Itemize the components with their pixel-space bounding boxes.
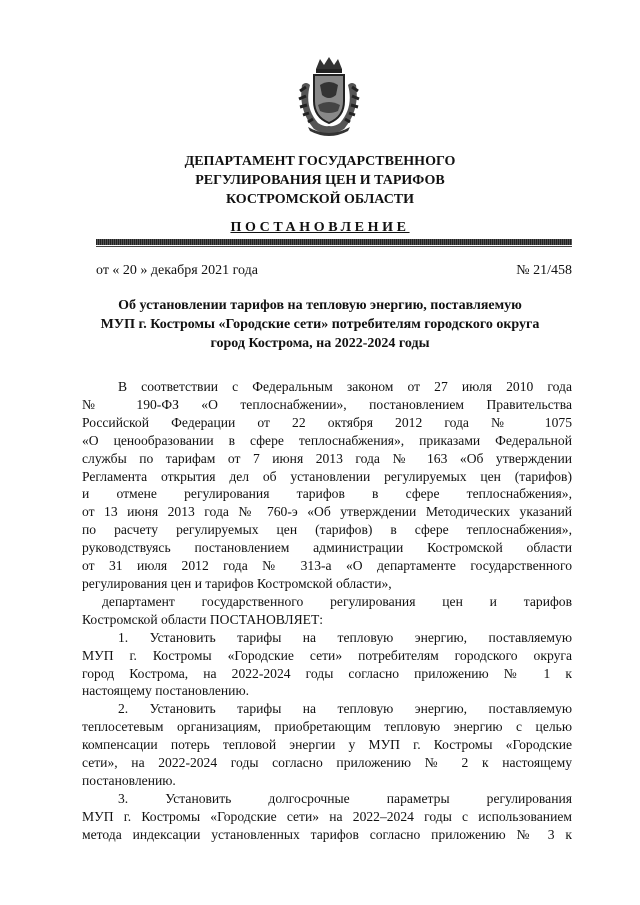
body-line: и отмене регулирования тарифов в сфере теплоснабжения», [82,486,572,502]
body-line: 3. Установить долгосрочные параметры регулирования [118,790,572,806]
body-line: 2. Установить тарифы на тепловую энергию, поставляемую [118,701,572,717]
document-date: от « 20 » декабря 2021 года [96,263,258,278]
body-line: от 13 июня 2013 года № 760-э «Об утверждении Методических указаний [82,504,572,520]
body-line: № 190-ФЗ «О теплоснабжении», постановлением Правительства [82,396,572,412]
body-line: сети», на 2022-2024 годы согласно приложению № 2 к настоящему [82,755,572,771]
item-3-paragraph [82,790,572,844]
header-divider-thin [96,246,572,247]
header-divider [96,239,572,245]
body-line: Российской Федерации от 22 октября 2012 года № 1075 [82,414,572,430]
coat-of-arms-emblem [294,55,364,137]
body-line: руководствуясь постановлением администрации Костромской области [82,540,572,556]
body-line: от 31 июля 2012 года № 313-а «О департаменте государственного [82,558,572,574]
body-line: настоящему постановлению. [82,683,250,699]
body-line: постановлению. [82,772,176,788]
document-body [82,378,572,844]
body-line: регулирования цен и тарифов Костромской области», [82,575,392,591]
item-2-paragraph [82,700,572,790]
department-header [0,152,640,209]
body-line: Костромской области ПОСТАНОВЛЯЕТ: [82,611,324,627]
department-line: ДЕПАРТАМЕНТ ГОСУДАРСТВЕННОГО [184,154,456,169]
body-line: метода индексации установленных тарифов согласно приложению № 3 к [82,826,572,842]
body-line: В соответствии с Федеральным законом от 27 июля 2010 года [118,379,572,394]
body-line: по расчету регулируемых цен (тарифов) в сфере теплоснабжения», [82,522,572,538]
body-line: компенсации потерь тепловой энергии у МУП г. Костромы «Городские [82,737,572,753]
subject-line: город Кострома, на 2022-2024 годы [210,336,430,351]
document-number: № 21/458 [516,263,572,278]
item-1-paragraph [82,629,572,701]
subject-line: МУП г. Костромы «Городские сети» потребителям городского округа [100,317,540,332]
body-line: «О ценообразовании в сфере теплоснабжения», приказами Федеральной [82,432,572,448]
body-line: 1. Установить тарифы на тепловую энергию, поставляемую [118,629,572,645]
document-subject [60,296,580,353]
body-line: МУП г. Костромы «Городские сети» на 2022–2024 годы с использованием [82,808,572,824]
subject-line: Об установлении тарифов на тепловую энергию, поставляемую [118,298,522,313]
body-line: департамент государственного регулирования цен и тарифов [102,593,572,609]
body-line: Регламента открытия дел об установлении регулируемых цен (тарифов) [82,468,572,484]
preamble-paragraph [82,378,572,593]
department-line: РЕГУЛИРОВАНИЯ ЦЕН И ТАРИФОВ [195,173,445,188]
body-line: службы по тарифам от 7 июня 2013 года № 163 «Об утверждении [82,450,572,466]
department-line: КОСТРОМСКОЙ ОБЛАСТИ [225,192,415,207]
resolve-paragraph [82,593,572,629]
body-line: город Кострома, на 2022-2024 годы согласно приложению № 1 к [82,665,572,681]
document-type-title: ПОСТАНОВЛЕНИЕ [230,220,410,235]
body-line: МУП г. Костромы «Городские сети» потребителям городского округа [82,647,572,663]
body-line: теплосетевым организациям, приобретающим тепловую энергию с целью [82,719,572,735]
